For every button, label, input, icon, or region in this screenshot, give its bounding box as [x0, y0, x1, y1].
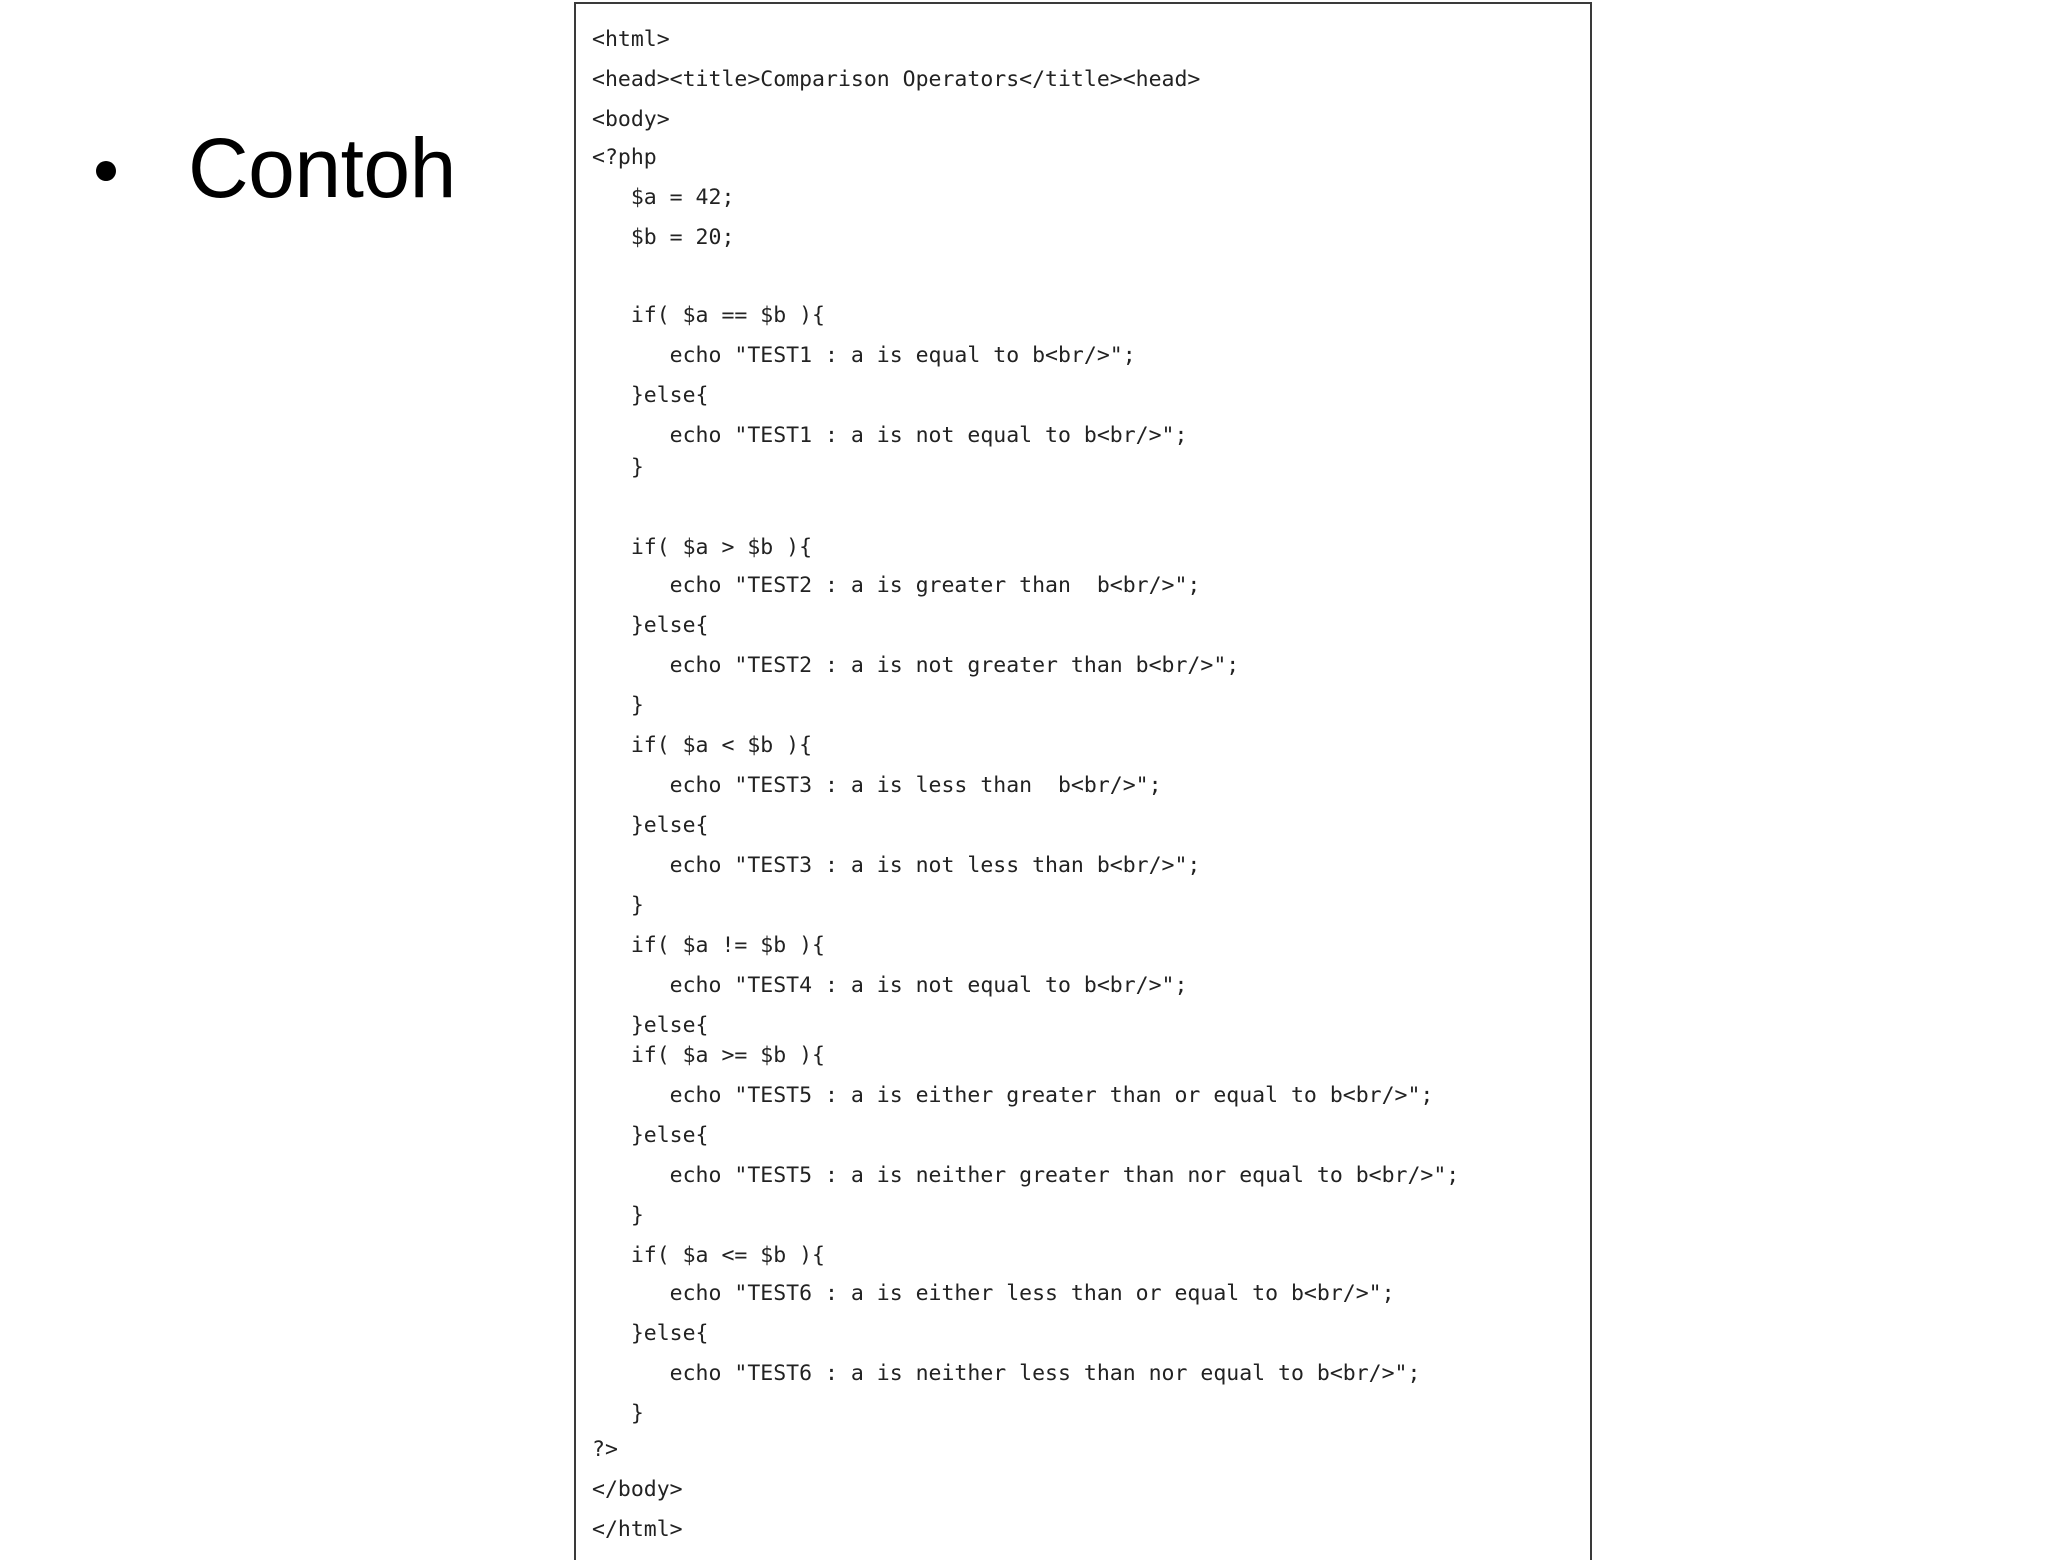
code-line: <body> [592, 107, 670, 132]
code-line: <?php [592, 145, 657, 170]
code-line: } [592, 1203, 644, 1228]
code-line: } [592, 893, 644, 918]
code-line: </html> [592, 1517, 683, 1542]
code-line: <html> [592, 27, 670, 52]
bullet-item [96, 118, 456, 218]
code-line: if( $a >= $b ){ [592, 1043, 825, 1068]
bullet-text: Contoh [188, 121, 456, 215]
code-line: <head><title>Comparison Operators</title><head> [592, 67, 1201, 92]
code-line: if( $a != $b ){ [592, 933, 825, 958]
code-line: echo "TEST6 : a is neither less than nor equal to b<br/>"; [592, 1361, 1421, 1386]
code-line: echo "TEST5 : a is neither greater than nor equal to b<br/>"; [592, 1163, 1460, 1188]
code-line: $b = 20; [592, 225, 735, 250]
code-line: }else{ [592, 1123, 709, 1148]
code-line: echo "TEST5 : a is either greater than or equal to b<br/>"; [592, 1083, 1434, 1108]
code-line: echo "TEST3 : a is less than b<br/>"; [592, 773, 1162, 798]
code-line: if( $a <= $b ){ [592, 1243, 825, 1268]
code-line: echo "TEST2 : a is greater than b<br/>"; [592, 573, 1201, 598]
code-listing [574, 2, 1592, 1560]
code-line: }else{ [592, 613, 709, 638]
code-line: } [592, 693, 644, 718]
code-line: </body> [592, 1477, 683, 1502]
code-line: echo "TEST6 : a is either less than or equal to b<br/>"; [592, 1281, 1395, 1306]
code-line: } [592, 1401, 644, 1426]
code-line: } [592, 455, 644, 480]
code-line: echo "TEST1 : a is not equal to b<br/>"; [592, 423, 1188, 448]
code-line: echo "TEST2 : a is not greater than b<br/>"; [592, 653, 1240, 678]
code-line: }else{ [592, 1013, 709, 1038]
code-line: if( $a == $b ){ [592, 303, 825, 328]
code-line: }else{ [592, 813, 709, 838]
code-line: }else{ [592, 383, 709, 408]
code-line: echo "TEST3 : a is not less than b<br/>"; [592, 853, 1201, 878]
code-line: $a = 42; [592, 185, 735, 210]
code-line: if( $a > $b ){ [592, 535, 813, 560]
code-line: }else{ [592, 1321, 709, 1346]
code-line: if( $a < $b ){ [592, 733, 813, 758]
code-line: echo "TEST1 : a is equal to b<br/>"; [592, 343, 1136, 368]
bullet-point-icon [96, 161, 116, 181]
code-line: echo "TEST4 : a is not equal to b<br/>"; [592, 973, 1188, 998]
code-line: ?> [592, 1437, 618, 1462]
